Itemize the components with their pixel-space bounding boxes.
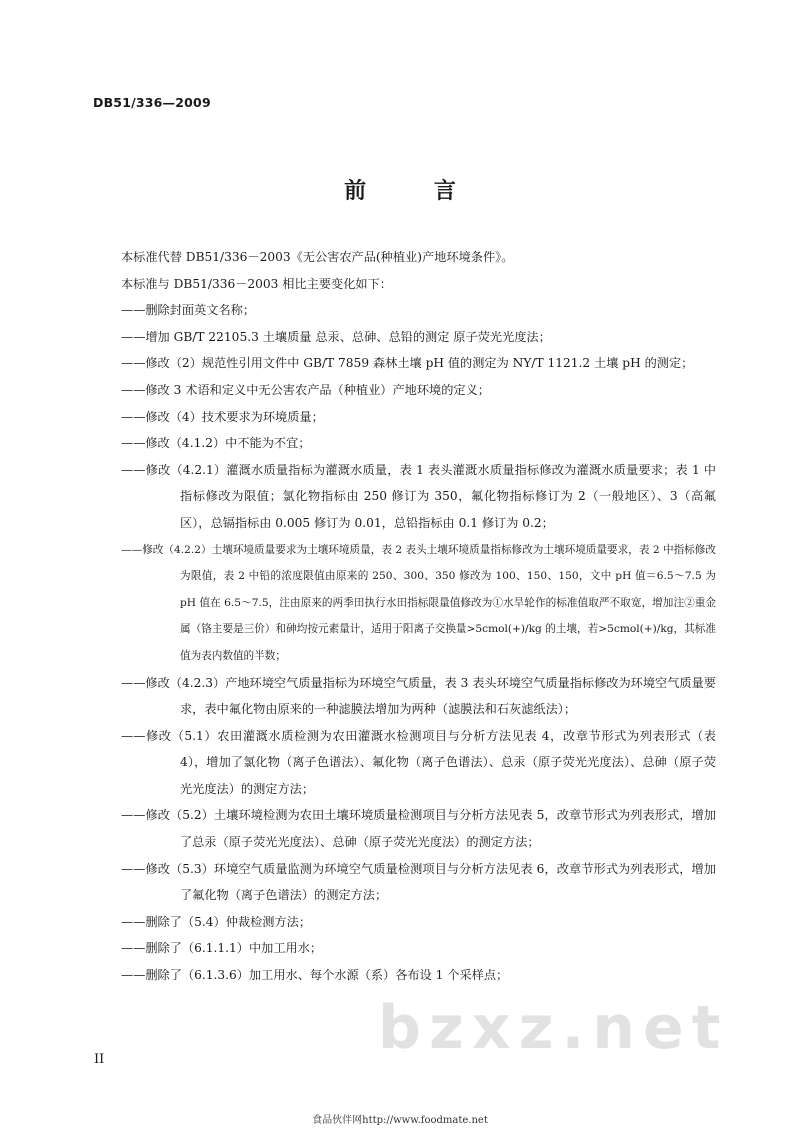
page-number: II bbox=[94, 1052, 105, 1067]
list-item: ——修改（4.2.1）灌溉水质量指标为灌溉水质量，表 1 表头灌溉水质量指标修改为灌溉水质量要求；表 1 中指标修改为限值；氯化物指标由 250 修订为 350，氟化物指标修订为 2（一般地区）、3（高氟区），总镉指标由 0.005 修订为 0.01，总铅指标由 0.1 修订为 0.2； bbox=[121, 462, 716, 530]
list-item: ——修改（4.1.2）中不能为不宜； bbox=[121, 436, 311, 451]
list-item: ——删除了（5.4）仲裁检测方法； bbox=[121, 914, 312, 929]
footer-source: 食品伙伴网http://www.foodmate.net bbox=[312, 1115, 488, 1126]
list-item: ——删除封面英文名称； bbox=[121, 303, 256, 318]
paragraph: 本标准代替 DB51/336－2003《无公害农产品(种植业)产地环境条件》。 bbox=[121, 250, 514, 264]
list-item: ——修改（5.2）土壤环境检测为农田土壤环境质量检测项目与分析方法见表 5，改章节形式为列表形式，增加了总汞（原子荧光光度法）、总砷（原子荧光光度法）的测定方法； bbox=[121, 808, 716, 850]
list-item: ——删除了（6.1.1.1）中加工用水； bbox=[121, 941, 323, 956]
list-item: ——修改（5.1）农田灌溉水质检测为农田灌溉水检测项目与分析方法见表 4，改章节形式为列表形式（表 4），增加了氯化物（离子色谱法）、氟化物（离子色谱法）、总汞（原子荧光光度法）、总砷（原子荧光光度法）的测定方法； bbox=[121, 728, 716, 796]
watermark: bzxz.net bbox=[378, 993, 729, 1063]
list-item: ——修改 3 术语和定义中无公害农产品（种植业）产地环境的定义； bbox=[121, 382, 490, 397]
list-item: ——修改（5.3）环境空气质量监测为环境空气质量检测项目与分析方法见表 6，改章节形式为列表形式，增加了氟化物（离子色谱法）的测定方法； bbox=[121, 861, 716, 903]
paragraph: 本标准与 DB51/336－2003 相比主要变化如下： bbox=[121, 276, 392, 291]
list-item: ——修改（4.2.2）土壤环境质量要求为土壤环境质量，表 2 表头土壤环境质量指标修改为土壤环境质量要求，表 2 中指标修改为限值，表 2 中铅的浓度限值由原来的 250、300、350 修改为 100、150、150，文中 pH 值＝6.5～7.5 为 pH 值在 6.5～7.5，注由原来的两季田执行水田指标限量值修改为①水旱轮作的标准值取严不取宽，增加注②重金属（铬主要是三价）和砷均按元素量计，适用于阳离子交换量>5cmol(+)/kg 的土壤，若>5cmol(+)/kg，其标准值为表内数值的半数； bbox=[121, 543, 716, 662]
list-item: ——增加 GB/T 22105.3 土壤质量 总汞、总砷、总铅的测定 原子荧光光度法； bbox=[121, 329, 551, 344]
list-item: ——修改（4）技术要求为环境质量； bbox=[121, 409, 324, 424]
page-title: 前 言 bbox=[344, 179, 486, 204]
list-item: ——修改（2）规范性引用文件中 GB/T 7859 森林土壤 pH 值的测定为 NY/T 1121.2 土壤 pH 的测定； bbox=[121, 356, 694, 371]
list-item: ——修改（4.2.3）产地环境空气质量指标为环境空气质量，表 3 表头环境空气质量指标修改为环境空气质量要求，表中氟化物由原来的一种滤膜法增加为两种（滤膜法和石灰滤纸法）； bbox=[121, 675, 716, 717]
standard-code: DB51/336—2009 bbox=[93, 95, 211, 110]
foreword-body bbox=[121, 244, 716, 989]
list-item: ——删除了（6.1.3.6）加工用水、每个水源（系）各布设 1 个采样点； bbox=[121, 968, 509, 983]
